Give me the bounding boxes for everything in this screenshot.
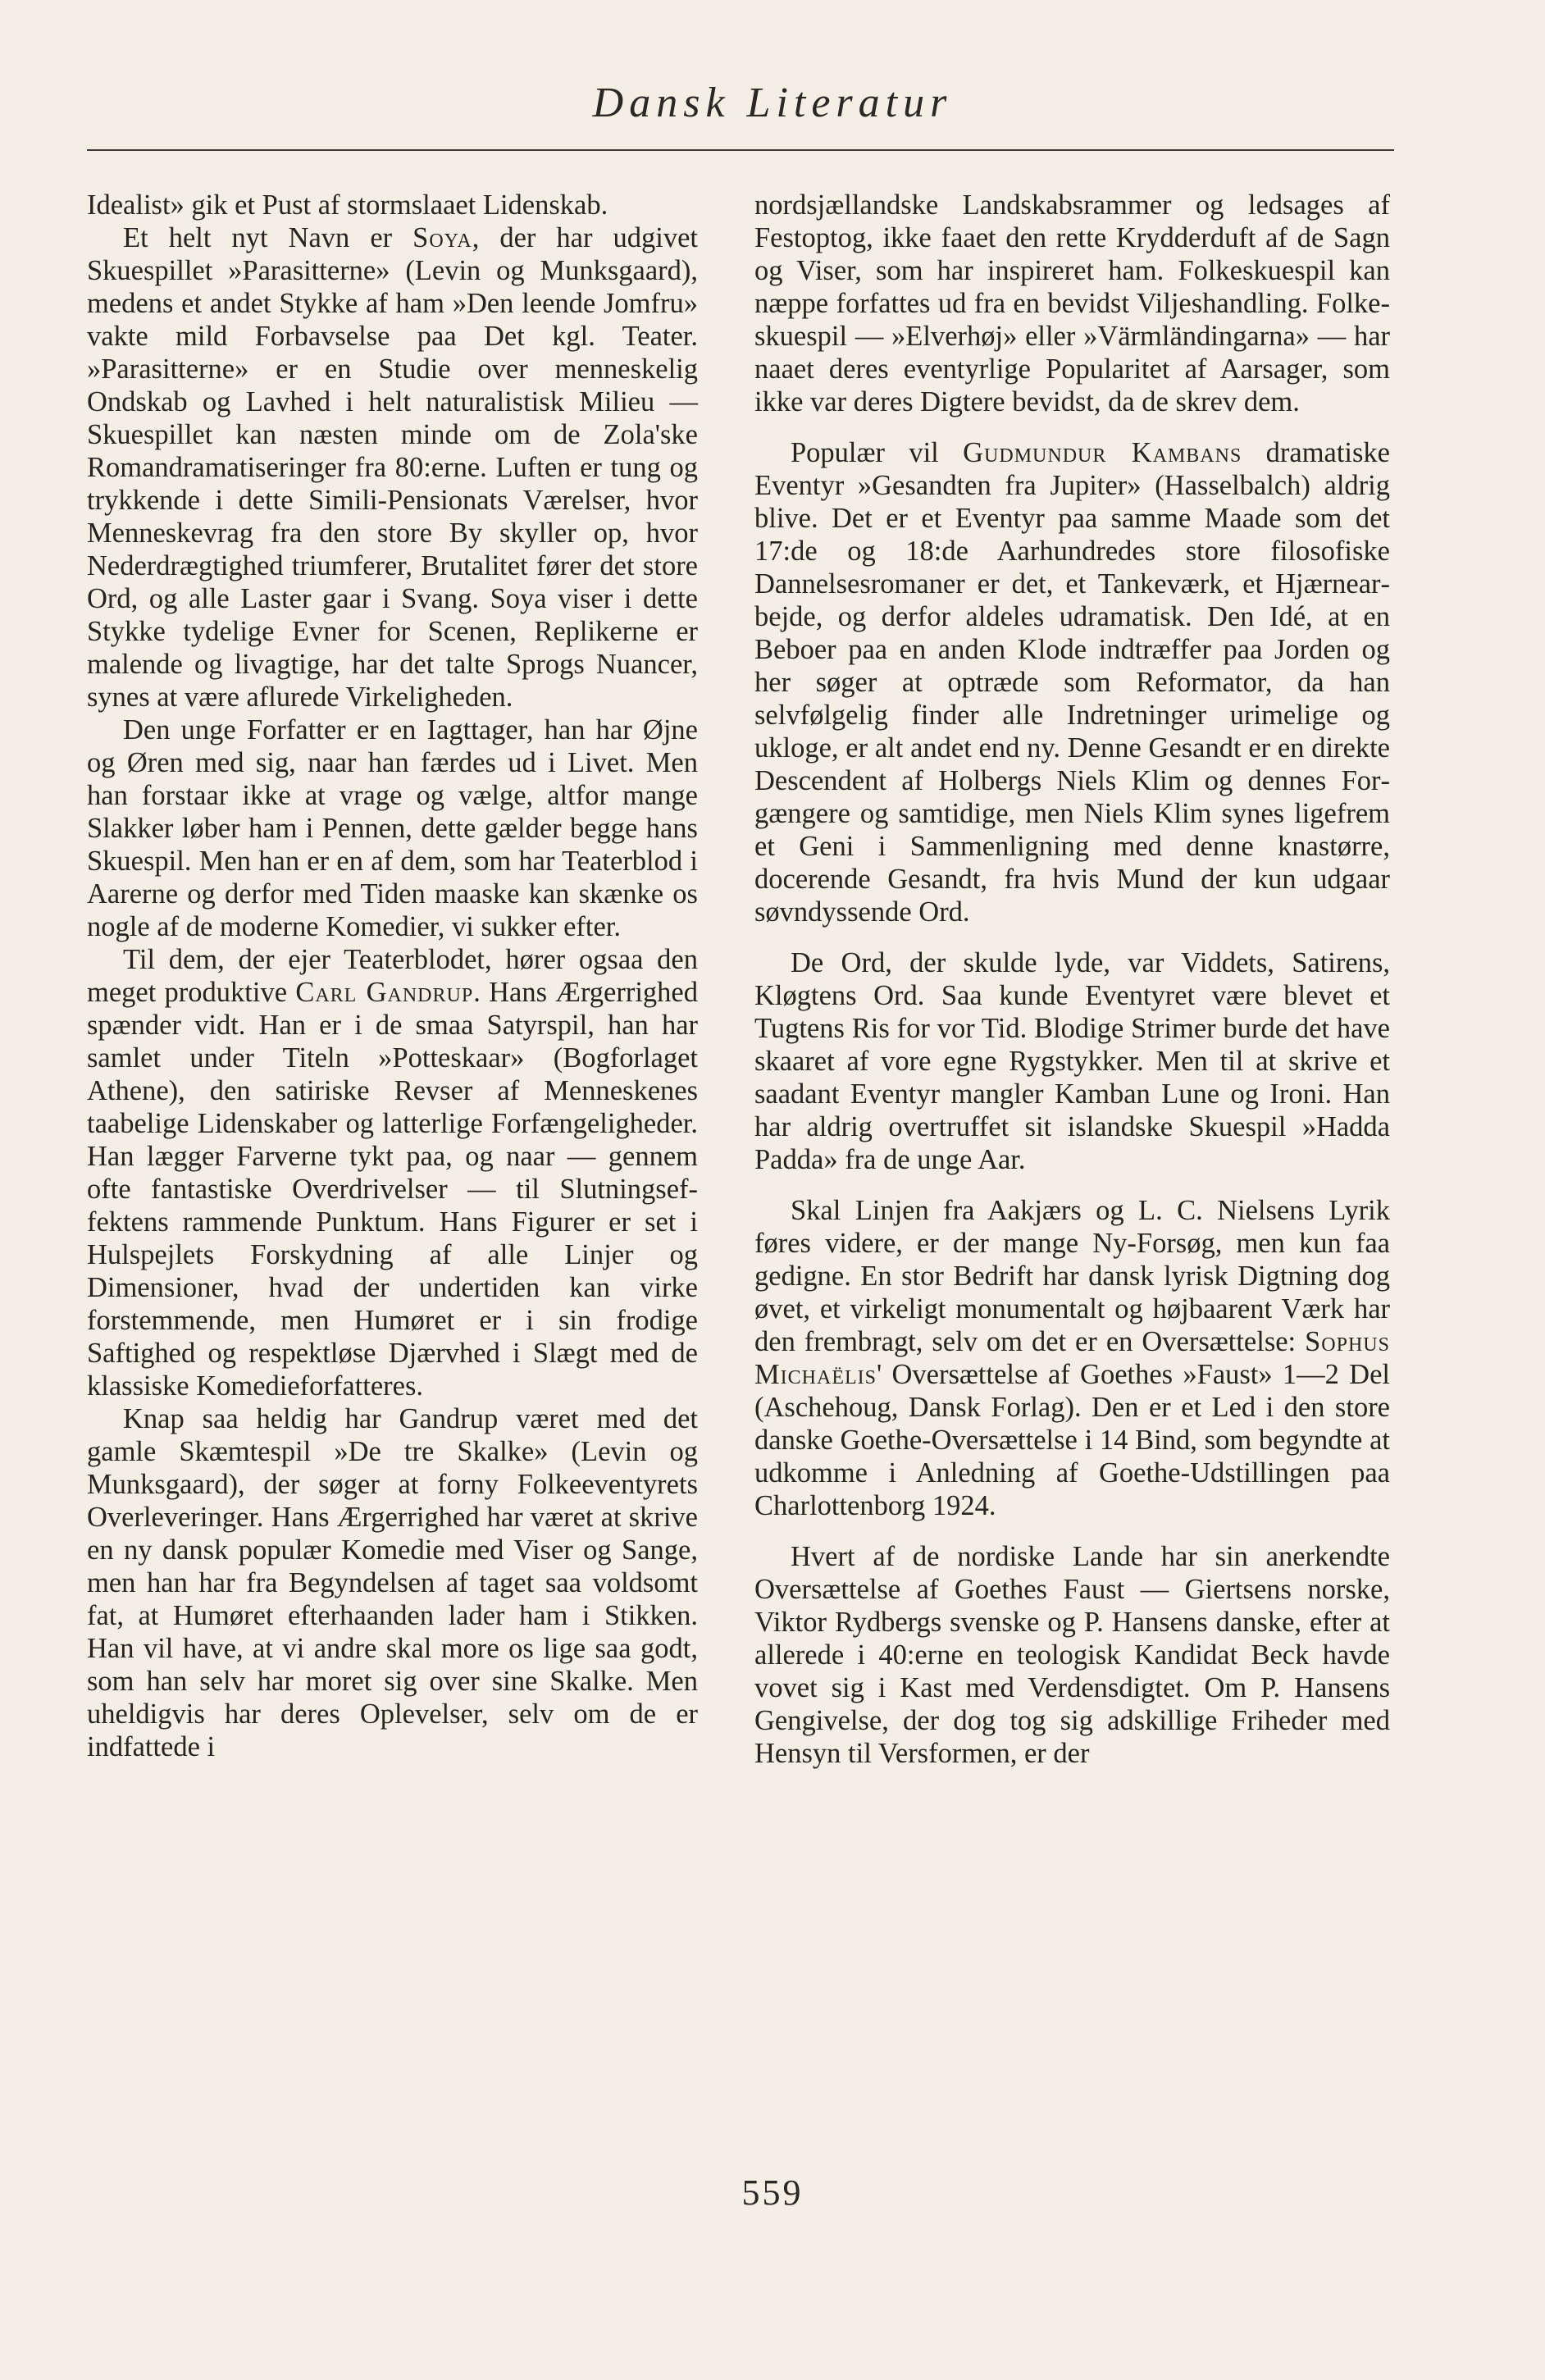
right-column: [754, 189, 1390, 1770]
author-name: Soya: [412, 222, 472, 253]
paragraph: De Ord, der skulde lyde, var Viddets, Satirens, Kløgtens Ord. Saa kunde Eventyret være blevet et Tugtens Ris for vor Tid. Blodige Strimer burde det have skaaret af vore egne Rygstykker. Men til at skrive et saadant Eventyr mangler Kamban Lune og Ironi. Han har aldrig overtruffet sit islandske Skuespil »Hadda Padda» fra de unge Aar.: [754, 947, 1390, 1175]
paragraph: Knap saa heldig har Gandrup været med det gamle Skæmtespil »De tre Skalke» (Levin og Munksgaard), der søger at forny Folkeeventyrets Overleveringer. Hans Ærgerrighed har været at skrive en ny dansk populær Komedie med Viser og Sange, men han har fra Begyndelsen af taget saa voldsomt fat, at Humøret efterhaanden lader ham i Stikken. Han vil have, at vi andre skal more os lige saa godt, som han selv har moret sig over sine Skalke. Men uheldigvis har deres Oplevelser, selv om de er indfattede i: [87, 1403, 698, 1762]
paragraph: Skal Linjen fra Aakjærs og L. C. Nielsens Lyrik føres videre, er der mange Ny-Forsøg, men kun faa gedigne. En stor Bedrift har dansk lyrisk Digtning dog øvet, et virkeligt monumentalt og højbaarent Værk har den frembragt, selv om det er en Oversættelse: Sophus Michaëlis' Oversættelse af Goethes »Faust» 1—2 Del (Aschehoug, Dansk Forlag). Den er et Led i den store danske Goethe-Oversættelse i 14 Bind, som begyndte at udkomme i Anledning af Goethe-Udstillingen paa Charlottenborg 1924.: [754, 1195, 1390, 1521]
page-number: 559: [741, 2173, 804, 2213]
header-rule: [87, 149, 1394, 151]
paragraph: Hvert af de nordiske Lande har sin anerkendte Oversættelse af Goethes Faust — Giertsens norske, Viktor Rydbergs svenske og P. Hansens danske, efter at allerede i 40:erne en teologisk Kandidat Beck havde vovet sig i Kast med Verdensdigtet. Om P. Hansens Gengivelse, der dog tog sig adskillige Friheder med Hensyn til Versformen, er der: [754, 1541, 1390, 1769]
author-name: Carl Gandrup: [295, 977, 474, 1008]
paragraph: Idealist» gik et Pust af stormslaaet Lidenskab.: [87, 189, 608, 221]
paragraph: Et helt nyt Navn er Soya, der har udgivet Skuespillet »Parasitterne» (Levin og Munksgaard), medens et andet Stykke af ham »Den leende Jomfru» vakte mild Forbavselse paa Det kgl. Teater. »Parasitterne» er en Studie over menneskelig Ondskab og Lavhed i helt naturalistisk Milieu — Skuespillet kan næsten minde om de Zola'ske Romandramatiseringer fra 80:erne. Luften er tung og trykkende i dette Simili-Pensionats Værelser, hvor Menneskevrag fra den store By skyller op, hvor Nederdrægtighed triumferer, Brutalitet fører det store Ord, og alle Laster gaar i Svang. Soya viser i dette Stykke tydelige Evner for Scenen, Replikerne er malende og livagtige, har det talte Sprogs Nuancer, synes at være aflurede Virkeligheden.: [87, 222, 698, 713]
author-name: Gudmundur Kambans: [963, 437, 1242, 468]
running-head-title: Dansk Literatur: [592, 80, 953, 126]
left-column: [87, 189, 698, 1763]
paragraph: Til dem, der ejer Teaterblodet, hører ogsaa den meget produktive Carl Gandrup. Hans Ærgerrighed spænder vidt. Han er i de smaa Satyrspil, han har samlet under Titeln »Potteskaar» (Bogforlaget Athene), den satiriske Revser af Menneskenes taabelige Lidenskaber og latterlige Forfængeligheder. Han lægger Farverne tykt paa, og naar — gennem ofte fantastiske Overdrivelser — til Slutningseffektens rammende Punktum. Hans Figurer er set i Hulspejlets Forskydning af alle Linjer og Dimensioner, hvad der undertiden kan virke forstemmende, men Humøret er i sin frodige Saftighed og respektløse Djærvhed i Slægt med de klassiske Komedieforfatteres.: [87, 944, 698, 1402]
paragraph: Populær vil Gudmundur Kambans dramatiske Eventyr »Gesandten fra Jupiter» (Hasselbalch) aldrig blive. Det er et Eventyr paa samme Maade som det 17:de og 18:de Aarhundredes store filosofiske Dannelsesromaner er det, et Tankeværk, et Hjærnearbejde, og derfor aldeles udramatisk. Den Idé, at en Beboer paa en anden Klode indtræffer paa Jorden og her søger at optræde som Reformator, da han selvfølgelig finder alle Indretninger urimelige og ukloge, er alt andet end ny. Denne Gesandt er en direkte Descendent af Holbergs Niels Klim og dennes Forgængere og samtidige, men Niels Klim synes ligefrem et Geni i Sammenligning med denne knastørre, docerende Gesandt, fra hvis Mund der kun udgaar søvndyssende Ord.: [754, 437, 1390, 928]
paragraph: nordsjællandske Landskabsrammer og ledsages af Festoptog, ikke faaet den rette Krydderduft af de Sagn og Viser, som har inspireret ham. Folkeskuespil kan næppe forfattes ud fra en bevidst Viljeshandling. Folkeskuespil — »Elverhøj» eller »Värmländingarna» — har naaet deres eventyrlige Popularitet af Aarsager, som ikke var deres Digtere bevidst, da de skrev dem.: [754, 189, 1390, 417]
paragraph: Den unge Forfatter er en Iagttager, han har Øjne og Øren med sig, naar han færdes ud i Livet. Men han forstaar ikke at vrage og vælge, altfor mange Slakker løber ham i Pennen, dette gælder begge hans Skuespil. Men han er en af dem, som har Teaterblod i Aarerne og derfor med Tiden maaske kan skænke os nogle af de moderne Komedier, vi sukker efter.: [87, 714, 698, 942]
author-name: Sophus Michaëlis: [754, 1326, 1390, 1390]
